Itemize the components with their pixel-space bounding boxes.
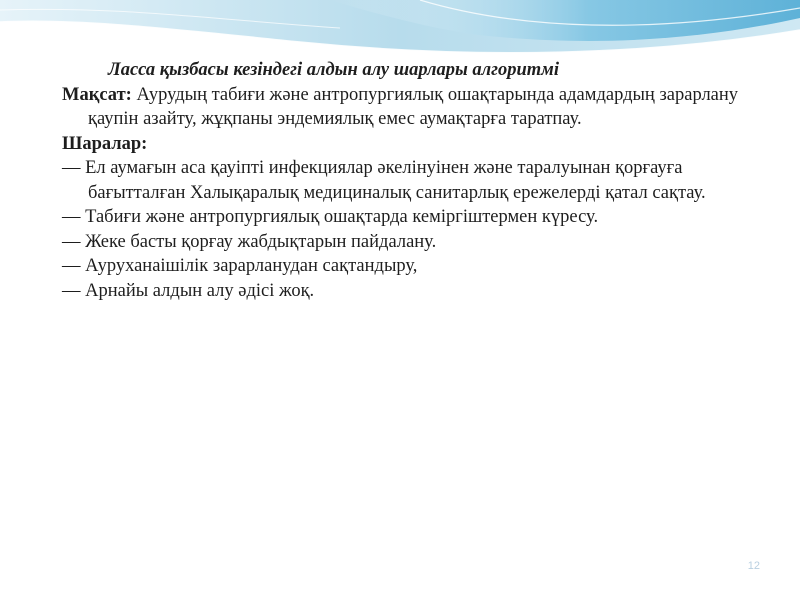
page-number: 12	[747, 560, 760, 572]
slide-title: Ласса қызбасы кезіндегі алдын алу шарлары алгоритмі	[108, 60, 559, 80]
slide-body	[62, 58, 762, 303]
goal-label: Мақсат:	[62, 84, 132, 105]
measure-item: — Жеке басты қорғау жабдықтарын пайдалану.	[62, 231, 437, 252]
measure-item: — Ауруханаішілік зарарланудан сақтандыру,	[62, 256, 418, 276]
measure-item: — Табиғи және антропургиялық ошақтарда кеміргіштермен күресу.	[62, 207, 599, 227]
goal-text: Аурудың табиғи және антропургиялық ошақтарында адамдардың зарарлану қаупін азайту, жұқпаны эндемиялық емес аумақтарға таратпау.	[88, 84, 739, 129]
measure-item: — Ел аумағын аса қауіпті инфекциялар әкелінуінен және таралуынан қорғауға бағытталған Халықаралық медициналық санитарлық ережелерді қатал сақтау.	[62, 158, 706, 203]
measure-item: — Арнайы алдын алу әдісі жоқ.	[62, 280, 315, 301]
goal-paragraph	[62, 83, 762, 132]
measures-label: Шаралар:	[62, 133, 148, 154]
